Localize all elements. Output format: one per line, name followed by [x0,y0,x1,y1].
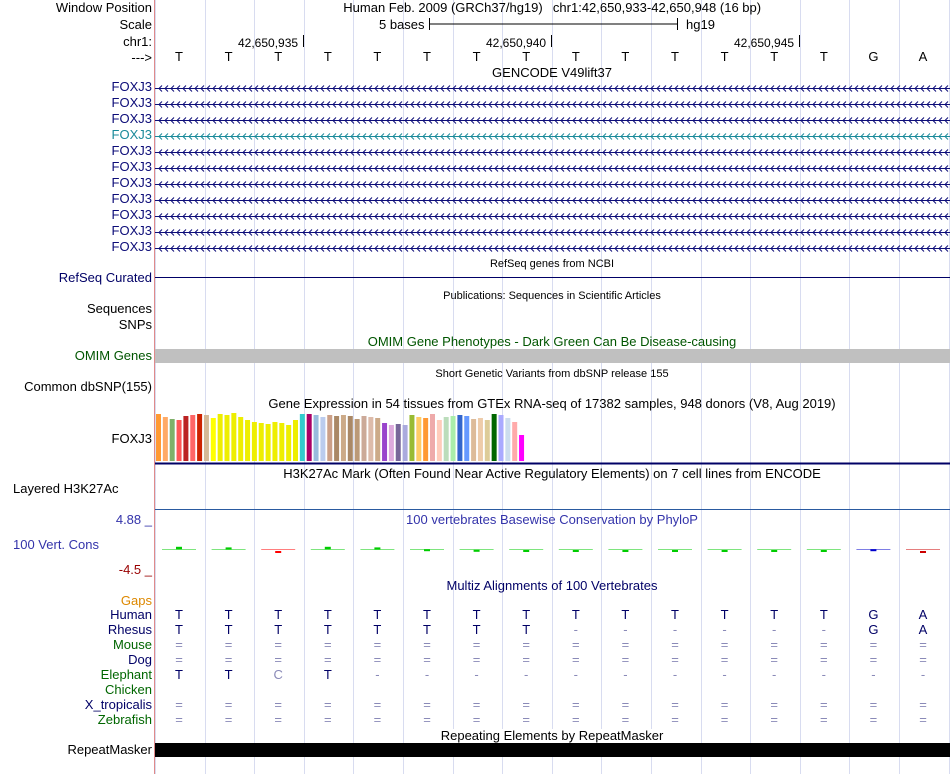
dbsnp-label[interactable]: Common dbSNP(155) [24,379,152,394]
alignment-base: = [423,637,431,652]
base-letter: A [918,49,928,64]
alignment-base: = [671,637,679,652]
alignment-base: = [324,637,332,652]
alignment-base: - [871,667,876,682]
alignment-base: = [324,712,332,727]
gtex-tissue-bar[interactable] [396,424,401,461]
repeatmasker-label[interactable]: RepeatMasker [67,742,152,757]
gtex-tissue-bar[interactable] [266,424,271,461]
alignment-base: = [820,697,828,712]
alignment-base: - [722,622,727,637]
phylop-score-bar[interactable] [722,550,728,552]
gtex-tissue-bar[interactable] [423,418,428,461]
alignment-base: - [920,667,926,682]
phylop-score-bar[interactable] [870,549,876,551]
base-letter: T [373,49,382,64]
alignment-base: T [323,607,332,622]
alignment-base: A [918,607,928,622]
base-letter: T [671,49,679,64]
alignment-base: T [472,622,481,637]
alignment-base: = [324,652,332,667]
alignment-base: - [722,667,727,682]
track-area[interactable] [155,0,950,774]
gtex-tissue-bar[interactable] [279,423,284,461]
alignment-base: T [224,667,233,682]
gtex-tissue-bar[interactable] [293,420,298,461]
alignment-base: = [919,637,927,652]
omim-feature[interactable] [155,349,950,363]
omim-title: OMIM Gene Phenotypes - Dark Green Can Be Disease-causing [367,334,737,349]
species-label[interactable]: Zebrafish [97,712,152,727]
alignment-base: = [720,637,729,652]
base-letter: T [472,49,481,64]
gtex-tissue-bar[interactable] [259,423,264,461]
alignment-base: = [224,637,233,652]
gtex-tissue-bar[interactable] [485,420,490,461]
gencode-transcript-label[interactable]: FOXJ3 [111,79,152,94]
alignment-base: = [274,652,282,667]
gtex-tissue-bar[interactable] [362,416,367,461]
phylop-score-bar[interactable] [573,550,579,552]
gtex-tissue-bar[interactable] [368,417,373,461]
alignment-base: T [770,607,779,622]
alignment-base: = [175,637,183,652]
alignment-base: - [821,667,826,682]
alignment-base: = [720,712,729,727]
alignment-base: A [918,622,928,637]
alignment-base: = [274,697,282,712]
phylop-score-bar[interactable] [920,551,926,553]
alignment-base: T [274,607,283,622]
alignment-base: - [524,667,529,682]
base-letter: T [770,49,779,64]
alignment-base: T [373,622,382,637]
alignment-base: = [423,712,431,727]
alignment-base: = [770,697,778,712]
gtex-tissue-bar[interactable] [519,435,524,461]
phylop-score-bar[interactable] [226,547,232,549]
alignment-base: = [869,637,878,652]
alignment-base: = [869,697,878,712]
gtex-tissue-bar[interactable] [341,415,346,461]
gtex-tissue-bar[interactable] [156,414,161,461]
species-label[interactable]: Elephant [100,667,152,682]
alignment-base: = [820,637,828,652]
alignment-base: - [623,622,628,637]
alignment-base: = [472,697,481,712]
gtex-tissue-bar[interactable] [355,419,360,461]
gtex-tissue-bar[interactable] [451,416,456,461]
base-letter: T [175,49,183,64]
gtex-tissue-bar[interactable] [190,415,195,461]
alignment-base: T [323,667,332,682]
alignment-base: = [919,652,927,667]
base-letter: T [323,49,332,64]
alignment-base: = [175,712,183,727]
alignment-base: C [273,667,283,682]
gtex-title: Gene Expression in 54 tissues from GTEx RNA-seq of 17382 samples, 948 donors (V8, Aug 2019) [268,396,836,411]
gtex-tissue-bar[interactable] [348,416,353,461]
alignment-base: - [573,667,578,682]
alignment-base: = [175,652,183,667]
alignment-base: T [423,607,431,622]
gtex-tissue-bar[interactable] [300,414,305,461]
refseq-line[interactable] [155,277,950,278]
ruler-tick-2: 42,650,940 [486,36,547,50]
alignment-base: - [424,667,430,682]
repeatmasker-title: Repeating Elements by RepeatMasker [440,728,664,743]
alignment-base: = [572,652,580,667]
alignment-base: - [772,667,777,682]
publications-label-1[interactable]: Sequences [86,301,152,316]
gtex-tissue-bar[interactable] [163,417,168,461]
gtex-tissue-bar[interactable] [314,415,319,461]
gtex-tissue-bar[interactable] [382,423,387,461]
phylop-score-bar[interactable] [176,547,182,550]
phylop-score-bar[interactable] [821,550,827,552]
alignment-base: = [621,652,630,667]
gencode-transcript-label[interactable]: FOXJ3 [111,95,152,110]
gtex-tissue-bar[interactable] [389,425,394,461]
alignment-base: T [373,607,382,622]
phylop-plot[interactable] [155,530,950,574]
scale-text: 5 bases [379,17,425,32]
alignment-base: = [572,697,580,712]
alignment-base: = [274,637,282,652]
refseq-title: RefSeq genes from NCBI [489,258,615,270]
species-label[interactable]: Human [110,607,152,622]
alignment-base: = [373,697,382,712]
ruler-tick-marks [155,34,950,48]
alignment-base: G [868,622,879,637]
gtex-tissue-bar[interactable] [505,418,510,461]
alignment-base: - [474,667,479,682]
phylop-max-label: 4.88 _ [115,512,152,527]
alignment-base: = [324,697,332,712]
alignment-base: T [175,607,183,622]
base-letter: T [819,49,828,64]
ruler-tick-3: 42,650,945 [734,36,795,50]
phylop-score-bar[interactable] [523,550,529,552]
phylop-score-bar[interactable] [672,550,678,552]
alignment-base: - [772,622,777,637]
publications-title: Publications: Sequences in Scientific Articles [443,290,661,302]
gtex-tissue-bar[interactable] [238,417,243,461]
alignment-base: = [274,712,282,727]
gtex-tissue-bar[interactable] [444,417,449,461]
alignment-base: T [423,622,431,637]
alignment-base: T [274,622,283,637]
gencode-transcript-label[interactable]: FOXJ3 [111,159,152,174]
phylop-title: 100 vertebrates Basewise Conservation by PhyloP [406,512,698,527]
scale-bar [155,16,950,32]
gtex-tissue-bar[interactable] [197,414,202,461]
h3k27ac-title: H3K27Ac Mark (Often Found Near Active Regulatory Elements) on 7 cell lines from ENCODE [283,466,821,481]
gtex-tissue-bar[interactable] [471,419,476,461]
alignment-base: = [373,652,382,667]
alignment-base: = [572,637,580,652]
omim-label[interactable]: OMIM Genes [74,348,152,363]
alignment-base: = [720,697,729,712]
scale-db: hg19 [686,17,715,32]
gencode-transcript-label[interactable]: FOXJ3 [111,111,152,126]
alignment-base: T [224,622,233,637]
gtex-tissue-bar[interactable] [464,416,469,461]
alignment-base: = [671,712,679,727]
alignment-base: = [621,637,630,652]
repeatmasker-feature[interactable] [155,743,950,757]
alignment-base: = [224,697,233,712]
alignment-base: T [472,607,481,622]
alignment-base: = [373,712,382,727]
gtex-tissue-bar[interactable] [272,422,277,461]
species-label[interactable]: X_tropicalis [84,697,152,712]
gtex-tissue-bar[interactable] [252,422,257,461]
base-letter: G [868,49,879,64]
position-readout: chr1:42,650,933-42,650,948 (16 bp) [552,0,762,15]
gtex-tissue-bar[interactable] [218,414,223,461]
gencode-transcripts[interactable] [155,80,950,256]
gencode-transcript-label[interactable]: FOXJ3 [111,191,152,206]
alignment-base: = [522,697,530,712]
alignment-base: = [671,652,679,667]
gtex-tissue-bar[interactable] [231,413,236,461]
alignment-base: = [919,712,927,727]
phylop-min-label: -4.5 _ [118,562,152,577]
alignment-base: = [820,652,828,667]
gtex-tissue-bar[interactable] [334,416,339,461]
gaps-label: Gaps [120,593,152,608]
phylop-score-bar[interactable] [771,550,777,552]
alignment-base: T [522,622,531,637]
alignment-base: = [472,712,481,727]
base-letter: T [621,49,630,64]
alignment-base: T [224,607,233,622]
gtex-tissue-bar[interactable] [409,415,414,461]
gtex-tissue-bar[interactable] [307,414,312,461]
phylop-score-bar[interactable] [424,549,430,551]
alignment-base: T [522,607,531,622]
alignment-base: = [869,712,878,727]
alignment-base: = [720,652,729,667]
alignment-base: - [573,622,578,637]
alignment-base: T [819,607,828,622]
alignment-base: = [919,697,927,712]
alignment-base: = [423,697,431,712]
gtex-tissue-bar[interactable] [457,415,462,461]
gtex-tissue-bar[interactable] [286,425,291,461]
dbsnp-title: Short Genetic Variants from dbSNP release 155 [435,368,669,380]
gtex-tissue-bar[interactable] [492,414,497,461]
gtex-tissue-bar[interactable] [416,417,421,461]
gtex-tissue-bar[interactable] [245,420,250,461]
gtex-tissue-bar[interactable] [211,418,216,461]
gtex-tissue-bar[interactable] [403,425,408,461]
phylop-label[interactable]: 100 Vert. Cons [13,537,99,552]
gtex-tissue-bar[interactable] [478,418,483,461]
species-label[interactable]: Dog [128,652,152,667]
gtex-tissue-bar[interactable] [204,415,209,461]
gtex-tissue-bar[interactable] [499,415,504,461]
chrom-label: chr1: [123,34,152,49]
alignment-base: = [770,637,778,652]
phylop-score-bar[interactable] [374,547,380,549]
window-position-label: Window Position [55,0,152,15]
gencode-transcript-label[interactable]: FOXJ3 [111,239,152,254]
gtex-tissue-bar[interactable] [437,420,442,461]
gencode-transcript-label[interactable]: FOXJ3 [111,175,152,190]
ruler-tick-1: 42,650,935 [238,36,299,50]
alignment-base: = [621,697,630,712]
multiz-title: Multiz Alignments of 100 Vertebrates [446,578,658,593]
alignment-base: T [720,607,729,622]
alignment-base: = [423,652,431,667]
base-letter: T [522,49,531,64]
base-letter: T [571,49,580,64]
alignment-base: - [672,667,678,682]
alignment-base: - [623,667,628,682]
alignment-base: = [522,637,530,652]
alignment-base: = [522,712,530,727]
gencode-title: GENCODE V49lift37 [492,65,612,80]
gencode-transcript-label[interactable]: FOXJ3 [111,223,152,238]
species-label[interactable]: Rhesus [107,622,152,637]
h3k27ac-label[interactable]: Layered H3K27Ac [13,481,119,496]
gtex-label[interactable]: FOXJ3 [111,431,152,446]
alignment-base: = [820,712,828,727]
strand-label: ---> [131,50,152,65]
phylop-score-bar[interactable] [275,551,281,553]
alignment-base: - [821,622,826,637]
gtex-tissue-bar[interactable] [170,419,175,461]
alignment-base: - [375,667,380,682]
alignment-base: = [224,652,233,667]
alignment-base: = [472,637,481,652]
gtex-tissue-bar[interactable] [327,415,332,461]
phylop-score-bar[interactable] [325,547,331,550]
phylop-score-bar[interactable] [622,550,628,552]
base-letter: T [224,49,233,64]
alignment-base: = [869,652,878,667]
alignment-base: = [572,712,580,727]
publications-label-2[interactable]: SNPs [118,317,152,332]
gtex-tissue-bar[interactable] [225,415,230,461]
alignment-base: T [621,607,630,622]
species-label[interactable]: Mouse [112,637,152,652]
alignment-base: T [175,622,183,637]
track-label-column [0,0,154,774]
alignment-base: = [373,637,382,652]
gtex-expression-bars[interactable] [155,411,950,465]
alignment-base: = [175,697,183,712]
base-letter: T [423,49,431,64]
alignment-base: G [868,607,879,622]
refseq-label[interactable]: RefSeq Curated [58,270,152,285]
gencode-transcript-label[interactable]: FOXJ3 [111,143,152,158]
gtex-tissue-bar[interactable] [320,417,325,461]
gtex-tissue-bar[interactable] [512,422,517,461]
alignment-base: = [770,712,778,727]
gencode-transcript-label[interactable]: FOXJ3 [111,207,152,222]
alignment-base: = [224,712,233,727]
alignment-base: - [672,622,678,637]
gencode-transcript-label[interactable]: FOXJ3 [111,127,152,142]
gtex-tissue-bar[interactable] [177,420,182,461]
alignment-base: = [522,652,530,667]
species-label[interactable]: Chicken [105,682,152,697]
base-letter: T [274,49,283,64]
alignment-base: = [472,652,481,667]
alignment-base: = [671,697,679,712]
alignment-base: = [621,712,630,727]
alignment-base: = [770,652,778,667]
assembly-title: Human Feb. 2009 (GRCh37/hg19) [343,0,543,15]
alignment-base: T [571,607,580,622]
base-letter: T [720,49,729,64]
gtex-tissue-bar[interactable] [430,414,435,461]
scale-label: Scale [119,17,152,32]
phylop-score-bar[interactable] [474,550,480,552]
alignment-base: T [323,622,332,637]
alignment-base: T [671,607,679,622]
gtex-tissue-bar[interactable] [375,418,380,461]
alignment-base: T [175,667,183,682]
gtex-tissue-bar[interactable] [183,416,188,461]
h3k27ac-baseline [155,509,950,510]
